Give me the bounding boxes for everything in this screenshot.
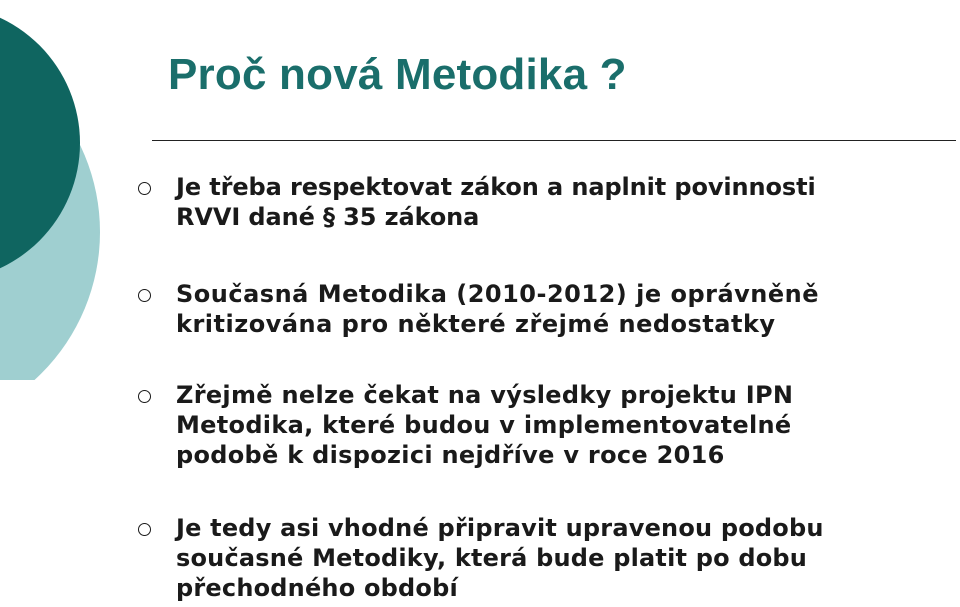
bullet-text	[176, 279, 819, 339]
bullet-line: RVVI dané § 35 zákona	[176, 203, 480, 231]
circle-bullet-icon	[138, 289, 151, 302]
bullet-line: podobě k dispozici nejdříve v roce 2016	[176, 441, 725, 469]
bullet-line: Je tedy asi vhodné připravit upravenou podobu	[176, 514, 824, 542]
circle-bullet-icon	[138, 390, 151, 403]
bullet-text	[176, 513, 824, 603]
slide-title: Proč nová Metodika ?	[168, 50, 627, 99]
circle-bullet-icon	[138, 523, 151, 536]
bullet-line: kritizována pro některé zřejmé nedostatky	[176, 310, 776, 338]
bullet-text	[176, 380, 793, 470]
bullet-line: Metodika, které budou v implementovatelné	[176, 411, 792, 439]
bullet-text	[176, 172, 816, 232]
circle-bullet-icon	[138, 182, 151, 195]
bullet-line: přechodného období	[176, 574, 458, 602]
bullet-line: Současná Metodika (2010-2012) je oprávněně	[176, 280, 820, 308]
bullet-line: Je třeba respektovat zákon a naplnit povinnosti	[176, 173, 816, 201]
bullet-line: současné Metodiky, která bude platit po dobu	[176, 544, 808, 572]
bullet-line: Zřejmě nelze čekat na výsledky projektu IPN	[176, 381, 794, 409]
